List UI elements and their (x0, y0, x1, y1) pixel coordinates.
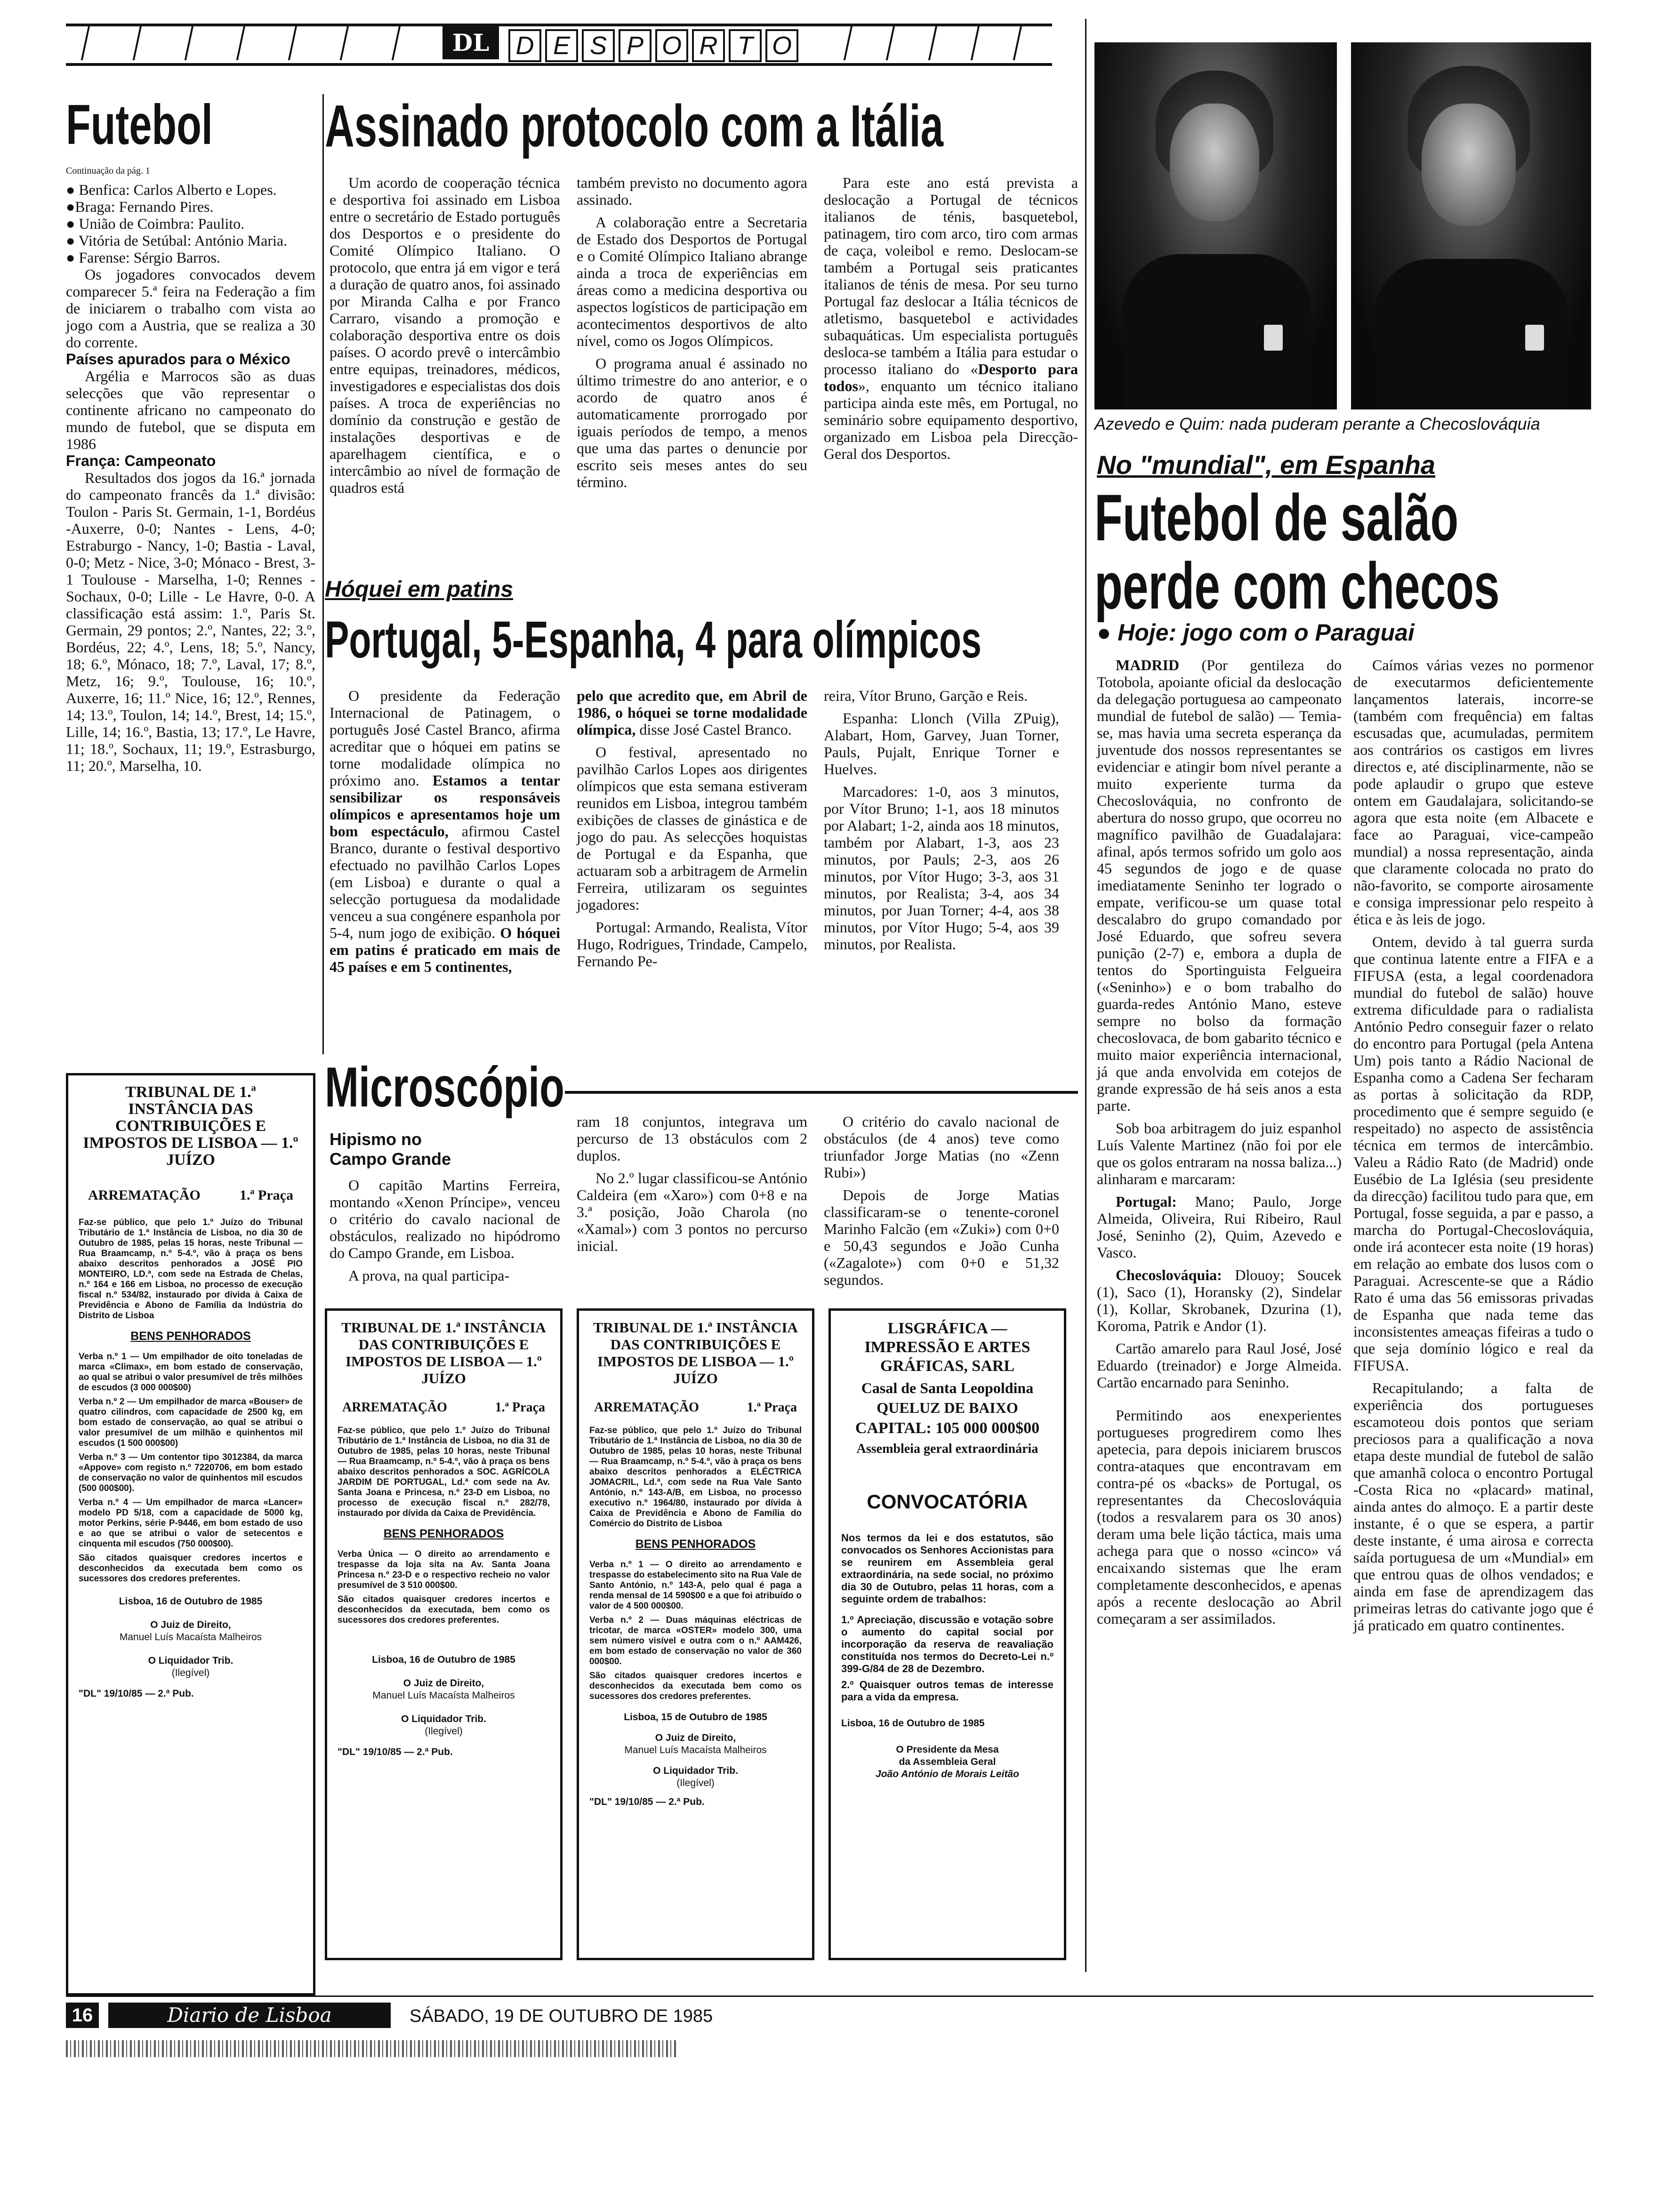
futebol-title: Futebol (66, 93, 213, 156)
hoquei-para (577, 687, 807, 738)
hoquei-para: Portugal: Armando, Realista, Vítor Hugo, Rodrigues, Trindade, Campelo, Fernando Pe- (577, 919, 807, 970)
italia-title: Assinado protocolo com a Itália (325, 93, 943, 159)
notice-president: O Presidente da Mesa (896, 1744, 999, 1755)
salao-text: Dlouoy; Soucek (1), Saco (1), Horansky (2), Sindelar (1), Kollar, Skrobanek, Dzurina (1), Koroma, Patrik e Andor (1). (1097, 1266, 1342, 1334)
notice-company: LISGRÁFICA — IMPRESSÃO E ARTES GRÁFICAS, SARL (864, 1320, 1030, 1375)
salao-para: Caímos várias vezes no pormenor de executarmos deficientemente lançamentos laterais, incorre-se (também com frequência) em faltas escusadas que, acumuladas, permitem aos contrários os castigos em livres directos e, até disciplinarmente, não se pode aplaudir o grupo que esteve ontem em Gaudalajara, solicitando-se agora que esta noite (em Albacete e face ao Paraguai, vice-campeão mundial) a nossa representação, ainda que claramente colocada no prato do não-favorito, se comporte airosamente e consiga impressionar pelo respeito à ética e às leis de jogo. (1353, 657, 1593, 928)
futebol-bullet: ● Vitória de Setúbal: António Maria. (66, 232, 288, 249)
notice-title: TRIBUNAL DE 1.ª INSTÂNCIA DAS CONTRIBUIÇÕES E IMPOSTOS DE LISBOA — 1.º JUÍZO (83, 1083, 298, 1169)
microscopio-para: Depois de Jorge Matias classificaram-se o tenente-coronel Marinho Falcão (em «Zuki») com 0+0 e 50,43 segundos e João Cunha («Zagalote») com 0+0 e 51,32 segundos. (824, 1186, 1059, 1288)
section-letter: O (655, 29, 688, 62)
microscopio-title: Microscópio (325, 1056, 564, 1119)
salao-title-line1: Futebol de salão (1094, 481, 1459, 554)
futebol-bullet: ● Farense: Sérgio Barros. (66, 249, 221, 266)
salao-para: Sob boa arbitragem do juiz espanhol Luís Valente Martinez (não foi por ele que os golos entraram na nossa baliza...) alinharam e marcaram: (1097, 1120, 1342, 1187)
microscopio-col2 (577, 1113, 807, 1260)
notice-arrematacao: ARREMATAÇÃO (88, 1187, 201, 1203)
notice-convocatoria: CONVOCATÓRIA (867, 1491, 1028, 1513)
notice-item: São citados quaisquer credores incertos e desconhecidos da executada bem como os sucessores dos credores preferentes. (589, 1671, 802, 1701)
notice-praca: 1.ª Praça (240, 1187, 293, 1203)
italia-col2 (577, 174, 807, 496)
hoquei-text: O presidente da Federação Internacional de Patinagem, o português José Castel Branco, afirma acreditar que o hóquei em patins se torne modalidade olímpica no próximo ano. (330, 687, 560, 789)
salao-text: (Por gentileza do Totobola, apoiante oficial da deslocação da delegação portuguesa ao campeonato mundial de futebol de salão) — Temia-se, mas havia uma secreta esperança da juventude dos nossos representantes se evidenciar e atingir bom nível perante a muito experiente turma da Checoslováquia, no confronto de abertura do nosso grupo, que ocorreu no magnífico pavilhão de Guadalajara: afinal, após termos sofrido um golo aos 45 segundos de jogo e de quase imediatamente Seninho ter logrado o empate, verificou-se um quase total descalabro do grupo comandado por José Eduardo, que sofreu severa punição (2-7) e, embora a dupla de tentos do Sportinguista Felgueira («Seninho») e o bom trabalho do guarda-redes António Mano, esteve sempre no bolso da formação checoslovaca, de bom gabarito técnico e muito maior experiência internacional, já que anda envolvida em cotejos de grande expressão de há seis anos a esta parte. (1097, 657, 1342, 1114)
microscopio-para: A prova, na qual participa- (348, 1267, 510, 1284)
notice-ref: "DL" 19/10/85 — 2.ª Pub. (589, 1796, 705, 1807)
notice-signature (338, 1654, 550, 1758)
futebol-para: Argélia e Marrocos são as duas selecções que vão representar o continente africano no campeonato do mundo de futebol, que se disputa em 1986 (66, 368, 315, 452)
section-letter: O (765, 29, 798, 62)
salao-col1 (1097, 657, 1342, 1633)
salao-label: Checoslováquia: (1116, 1266, 1222, 1283)
futebol-subhead: Países apurados para o México (66, 351, 290, 368)
notice-item: Verba n.º 2 — Duas máquinas eléctricas de tricotar, de marca «OSTER» modelo 300, uma sem número visível e outra com o n.º AAM426, em bom estado de conservação no valor de 360 000$00. (589, 1615, 802, 1667)
salao-dateline: MADRID (1116, 657, 1180, 673)
notice-body (338, 1426, 550, 1519)
notice-liquidador: O Liquidador Trib. (401, 1714, 486, 1724)
notice-judge-name: Manuel Luís Macaísta Malheiros (119, 1632, 262, 1643)
microscopio-para: No 2.º lugar classificou-se António Caldeira (em «Xaro») com 0+8 e na 3.ª posição, João Charola (no «Xamal») com 3 pontos no percurso inicial. (577, 1170, 807, 1254)
hoquei-para: reira, Vítor Bruno, Garção e Reis. (824, 687, 1028, 704)
futebol-body (66, 181, 315, 774)
section-letter: S (582, 29, 615, 62)
hoquei-para: O festival, apresentado no pavilhão Carlos Lopes aos dirigentes olímpicos que esta semana estiveram reunidos em Lisboa, integrou também exibições de classes de ginástica e de jogo do pau. As selecções hoquistas de Portugal e da Espanha, que actuaram sob a arbitragem de Armelin Ferreira, utilizaram os seguintes jogadores: (577, 744, 807, 913)
hoquei-bold-text: pelo que acredito que, em Abril de 1986, o hóquei se torne modalidade olímpica, (577, 687, 807, 738)
notice-item: Verba n.º 1 — Um empilhador de oito toneladas de marca «Climax», em bom estado de conservação, ao qual se atribui o valor presumível de três milhões de escudos (3 000 000$00) (79, 1352, 303, 1393)
player-photo-azevedo (1094, 42, 1337, 409)
italia-bold-text: Desporto para todos (824, 361, 1078, 394)
salao-para: Ontem, devido à tal guerra surda que continua latente entre a FIFA e a FIFUSA (esta, a legal coordenadora mundial do futebol de salão) houve extrema dificuldade para o radialista António Pedro conseguir fazer o relato do encontro para Portugal (pela Antena Um) pois tanto a Rádio Nacional de Espanha como a Cadena Ser fecharam as portas à solicitação da RDP, procedimento que é sempre seguido (e respeitado) no aspecto de assistência técnica em termos de intercâmbio. Valeu a Rádio Rato (de Madrid) onde Eusébio de La Iglésia (seu presidente da direcção) facilitou tudo para que, em Portugal, fosse seguida, a par e passo, a marcha do Portugal-Checoslováquia, onde irá acontecer esta noite (19 horas) em relação ao embate dos lusos com o Paraguai. Acrescente-se que a Rádio Rato é uma das 56 emissoras privadas de Espanha que nada teme das inconsistentes ameaças fifeiras a tudo o que seja domínio lógico e real da FIFUSA. (1353, 933, 1593, 1374)
italia-text: Para este ano está prevista a deslocação a Portugal de técnicos italianos de ténis, basquetebol, patinagem, tiro com arco, tiro com armas de caça, voleibol e remo. Deslocam-se também a Portugal seis praticantes italianos de ténis de mesa. Por seu turno Portugal faz deslocar a Itália técnicos de atletismo, basquetebol e actividades subaquáticas. Um especialista português desloca-se também a Itália para estudar o processo italiano do « (824, 174, 1078, 377)
notice-body (589, 1426, 802, 1529)
salao-kicker: No "mundial", em Espanha (1097, 450, 1436, 480)
salao-col2 (1353, 657, 1593, 1639)
newspaper-name: Diario de Lisboa (108, 2003, 391, 2028)
notice-illegible: (Ilegível) (171, 1667, 210, 1678)
hoquei-col2 (577, 687, 807, 975)
section-letter: T (729, 29, 762, 62)
notice-judge-title: O Juiz de Direito, (403, 1678, 484, 1689)
microscopio-col3 (824, 1113, 1059, 1294)
notice-date: Lisboa, 16 de Outubro de 1985 (841, 1718, 985, 1729)
dl-logo: DL (442, 26, 499, 59)
futebol-para: Resultados dos jogos da 16.ª jornada do campeonato francês da 1.ª divisão: Toulon - Paris St. Germain, 1-1, Bordéus -Auxerre, 0-0; Nantes - Lens, 4-0; Estraburgo - Nancy, 1-0; Bastia - Laval, 0-0; Metz - Nice, 3-0; Mónaco - Brest, 3-1 Toulouse - Marselha, 1-0; Rennes -Sochaux, 0-0; Lille - Le Havre, 0-0. A classificação está assim: 1.º, Paris St. Germain, 29 pontos; 2.º, Nantes, 22; 3.º, Bordéus, 22; 4.º, Lens, 18; 5.º, Nancy, 18; 6.º, Mónaco, 18; 7.º, Laval, 17; 8.º, Metz, 16; 9.º, Toulouse, 16; 10.º, Auxerre, 16; 11.º Nice, 16; 12.º, Rennes, 14; 13.º, Toulon, 14; 14.º, Brest, 14; 15.º, Lille, 14; 16.º, Bastia, 13; 17.º, Le Havre, 11; 18.º, Sochaux, 11; 19.º, Estrasburgo, 11; 20.º, Marselha, 10. (66, 469, 315, 774)
notice-president-name: João António de Morais Leitão (876, 1769, 1019, 1779)
microscopio-subtitle (330, 1130, 451, 1169)
notice-body (79, 1218, 303, 1321)
notice-date: Lisboa, 16 de Outubro de 1985 (119, 1596, 263, 1607)
salao-para (1097, 1266, 1342, 1334)
italia-col1 (330, 174, 560, 502)
notice-arrematacao: ARREMATAÇÃO (342, 1400, 447, 1415)
hoquei-text: afirmou Castel Branco, durante o festival desportivo efectuado no pavilhão Carlos Lopes (em Lisboa) e durante o qual a selecção portuguesa da modalidade venceu a sua congénere espanhola por 5-4, num jogo de exibição. (330, 823, 560, 941)
notice-judge-title: O Juiz de Direito, (150, 1619, 231, 1630)
page-number: 16 (66, 2003, 99, 2028)
notice-body (841, 1532, 1054, 1703)
hoquei-bold-text: O hóquei em patins é praticado em mais de 45 países e em 5 continentes, (330, 924, 560, 975)
futebol-subhead: França: Campeonato (66, 452, 216, 469)
salao-text: Mano; Paulo, Jorge Almeida, Oliveira, Rui Ribeiro, Raul José, Seninho (2), Quim, Azevedo e Vasco. (1097, 1193, 1342, 1261)
italia-para: A colaboração entre a Secretaria de Estado dos Desportos de Portugal e o Comité Olímpico Italiano abrange ainda a troca de experiências em áreas como a medicina desportiva ou aspectos logísticos de participação em acontecimentos desportivos de alto nível, como os Jogos Olímpicos. (577, 214, 807, 349)
notice-item: Verba n.º 1 — O direito ao arrendamento e trespasse do estabelecimento sito na Rua Vale de Santo António, n.º 143-A, pelo qual é paga a renda mensal de 14 590$00 e a que foi atribuído o valor de 4 500 000$00. (589, 1560, 802, 1611)
notice-items (338, 1549, 550, 1626)
section-letter: P (619, 29, 652, 62)
notice-judge-title: O Juiz de Direito, (655, 1732, 736, 1743)
notice-item: São citados quaisquer credores incertos e desconhecidos da executada bem como os sucessores dos credores preferentes. (79, 1553, 303, 1584)
notice-liquidador: O Liquidador Trib. (653, 1765, 738, 1776)
notice-president: da Assembleia Geral (899, 1756, 996, 1767)
legal-notice-tribunal-2 (325, 1308, 563, 1960)
notice-bens-heading: BENS PENHORADOS (635, 1538, 756, 1551)
notice-judge-name: Manuel Luís Macaísta Malheiros (624, 1745, 767, 1755)
hoquei-para: Marcadores: 1-0, aos 3 minutos, por Vítor Bruno; 1-1, aos 18 minutos por Alabart; 1-2, ainda aos 18 minutos, também por Alabart, 1-3, aos 23 minutos, por Pauls; 2-3, aos 26 minutos, por Vítor Hugo; 3-3, aos 31 minutos, por Realista; 3-4, aos 34 minutos, por Juan Torner; 4-4, aos 38 minutos, por Vítor Hugo; 5-4, aos 39 minutos, por Realista. (824, 783, 1059, 953)
salao-title-line2: perde com checos (1094, 549, 1500, 623)
notice-signature (841, 1717, 1054, 1780)
notice-ref: "DL" 19/10/85 — 2.ª Pub. (338, 1747, 453, 1757)
notice-ref: "DL" 19/10/85 — 2.ª Pub. (79, 1688, 194, 1699)
microscopio-para: O critério do cavalo nacional de obstáculos (de 4 anos) teve como triunfador Jorge Matias (no «Zenn Rubi») (824, 1113, 1059, 1181)
hoquei-title: Portugal, 5-Espanha, 4 para olímpicos (325, 611, 981, 669)
notice-items (79, 1352, 303, 1584)
section-letter: R (692, 29, 725, 62)
header-slashes-right (819, 24, 1052, 66)
notice-praca: 1.ª Praça (747, 1400, 797, 1415)
notice-item: 1.º Apreciação, discussão e votação sobre o aumento do capital social por incorporação da reserva de reavaliação constituída nos termos do Decreto-Lei n.º 399-G/84 de 28 de Dezembro. (841, 1614, 1054, 1675)
notice-bens-heading: BENS PENHORADOS (383, 1527, 504, 1540)
microscopio-para: O capitão Martins Ferreira, montando «Xenon Príncipe», venceu o critério do cavalo nacional de obstáculos, realizado no hipódromo do Campo Grande, em Lisboa. (330, 1177, 560, 1261)
italia-para: O programa anual é assinado no último trimestre do ano anterior, e o acordo de quatro anos é automaticamente prorrogado por iguais períodos de tempo, a menos que uma das partes o denuncie por escrito seis meses antes do seu término. (577, 355, 807, 490)
notice-signature (589, 1711, 802, 1808)
italia-para (824, 174, 1078, 462)
notice-capital: CAPITAL: 105 000 000$00 (855, 1419, 1040, 1437)
notice-item: Verba n.º 3 — Um contentor tipo 3012384, da marca «Appove» com registo n.º 7220706, em bom estado de conservação no valor de quinhentos mil escudos (500 000$00). (79, 1452, 303, 1493)
notice-address: QUELUZ DE BAIXO (877, 1399, 1018, 1416)
notice-title: TRIBUNAL DE 1.ª INSTÂNCIA DAS CONTRIBUIÇÕES E IMPOSTOS DE LISBOA — 1.º JUÍZO (593, 1319, 798, 1387)
notice-title: TRIBUNAL DE 1.ª INSTÂNCIA DAS CONTRIBUIÇÕES E IMPOSTOS DE LISBOA — 1.º JUÍZO (341, 1319, 546, 1387)
italia-text: », enquanto um técnico italiano participa ainda este mês, em Portugal, no seminário sobre equipamento desportivo, organizado em Lisboa pela Direcção-Geral dos Desportos. (824, 377, 1078, 462)
notice-items (589, 1560, 802, 1702)
notice-assembly: Assembleia geral extraordinária (856, 1442, 1038, 1456)
notice-judge-name: Manuel Luís Macaísta Malheiros (372, 1690, 515, 1701)
column-rule (322, 94, 324, 1054)
salao-para: Recapitulando; a falta de experiência dos portugueses escamoteou dois pontos que seriam preciosos para a qualificação a nova etapa deste mundial de futebol de salão que amanhã coloca o encontro Portugal -Costa Rica no «placard» matinal, ainda antes do almoço. E a partir deste instante, é o que se espera, a partir deste instante, é uma airosa e correcta saída portuguesa de um «Mundial» em que entrou quas de olhos vendados; e ainda em fase de aprendizagem das primeiras letras do cativante jogo que é já praticado em quatro continentes. (1353, 1379, 1593, 1634)
salao-para (1097, 657, 1342, 1114)
notice-arrematacao: ARREMATAÇÃO (594, 1400, 699, 1415)
header-slashes-left (66, 24, 442, 66)
notice-item: Verba n.º 4 — Um empilhador de marca «Lancer» modelo PD 5/18, com a capacidade de 5000 kg, motor Perkins, série P-9446, em bom estado de uso e ao que se atribui o valor de setecentos e cinquenta mil escudos (750 000$00). (79, 1498, 303, 1549)
microscopio-para: ram 18 conjuntos, integrava um percurso de 13 obstáculos com 2 duplos. (577, 1113, 807, 1164)
section-title-desporto (508, 26, 819, 59)
italia-col3 (824, 174, 1078, 468)
player-photo-quim (1351, 42, 1591, 409)
notice-para: Faz-se público, que pelo 1.º Juízo do Tribunal Tributário de 1.ª Instância de Lisboa, no dia 30 de Outubro de 1985, pelas 10 horas, neste Tribunal — Rua Braamcamp, n.º 5-4.º, vão à praça os bens abaixo descritos penhorados a ELÉCTRICA JOMACRIL, Ld.ª, com sede na Rua Vale Santo António, n.º 143-A/B, em Lisboa, no processo executivo n.º 1964/80, instaurado por dívida à Caixa de Previdência e Abono de Família do Comércio do Distrito de Lisboa (589, 1426, 802, 1529)
microscopio-rule (565, 1091, 1078, 1094)
salao-para: Permitindo aos enexperientes portugueses progredirem como lhes apetecia, para depois iniciarem bruscos contra-ataques que encontravam em contra-pé os «backs» de Portugal, os representantes da Checoslováquia (todos a resvalarem para os 30 anos) deram uma bele lição táctica, mais uma achega para que o nosso «cinco» vá encaixando sistemas que lhe eram completamente desconhecidos, e apenas após a recente deslocação ao Abril começaram a ser assimilados. (1097, 1407, 1342, 1627)
notice-liquidador: O Liquidador Trib. (148, 1655, 233, 1666)
microscopio-subtitle-line: Campo Grande (330, 1149, 451, 1169)
notice-illegible: (Ilegível) (676, 1778, 715, 1788)
italia-para: também previsto no documento agora assinado. (577, 174, 807, 208)
hoquei-col1 (330, 687, 560, 981)
salao-label: Portugal: (1116, 1193, 1177, 1210)
microscopio-subtitle-line: Hipismo no (330, 1130, 422, 1149)
futebol-continuation: Continuação da pág. 1 (66, 166, 150, 176)
notice-item: 2.º Quaisquer outros temas de interesse para a vida da empresa. (841, 1679, 1054, 1703)
notice-address: Casal de Santa Leopoldina (861, 1379, 1034, 1396)
salao-para (1097, 1193, 1342, 1261)
notice-date: Lisboa, 16 de Outubro de 1985 (372, 1654, 515, 1665)
futebol-bullet: ● Benfica: Carlos Alberto e Lopes. (66, 181, 277, 198)
hoquei-para (330, 687, 560, 975)
hoquei-text: disse José Castel Branco. (635, 721, 792, 738)
photo-caption: Azevedo e Quim: nada puderam perante a Checoslováquia (1094, 414, 1540, 433)
footer-barcode-strip (66, 2040, 678, 2057)
notice-praca: 1.ª Praça (495, 1400, 545, 1415)
section-letter: D (508, 29, 541, 62)
hoquei-bold-text: Estamos a tentar sensibilizar os responsáveis olímpicos e apresentamos hoje um bom espectáculo, (330, 772, 560, 840)
microscopio-col1 (330, 1177, 560, 1290)
notice-para: Nos termos da lei e dos estatutos, são convocados os Senhores Accionistas para se reunirem em Assembleia geral extraordinária, na sede social, no próximo dia 30 de Outubro, pelas 11 horas, com a seguinte ordem de trabalhos: (841, 1532, 1054, 1605)
notice-para: Faz-se público, que pelo 1.º Juízo do Tribunal Tributário de 1.ª Instância de Lisboa, no dia 31 de Outubro de 1985, pelas 10 horas, neste Tribunal — Rua Braamcamp, n.º 5-4.º, vão à praça os bens abaixo descritos penhorados a SOC. AGRÍCOLA JARDIM DE PORTUGAL, Ld.ª com sede na Av. Santa Joana e Princesa, n.º 23-D em Lisboa, no processo de execução fiscal n.º 282/78, instaurado por dívida da Caixa de Previdência. (338, 1426, 550, 1518)
legal-notice-lisgrafica (828, 1308, 1066, 1960)
italia-para: Um acordo de cooperação técnica e desportiva foi assinado em Lisboa entre o secretário de Estado português dos Desportos e o presidente do Comité Olímpico Italiano. O protocolo, que entra já em vigor e terá a duração de quatro anos, foi assinado por Miranda Calha e por Franco Carraro, visando a promoção e colaboração desportiva entre os dois países. O acordo prevê o intercâmbio entre equipas, treinadores, médicos, investigadores e especialistas dos dois países. A troca de experiências no domínio da construção e gestão de instalações desportivas e de aparelhagem científica, e o intercâmbio ao nível de formação de quadros está (330, 174, 560, 496)
hoquei-kicker: Hóquei em patins (325, 577, 514, 602)
footer-rule (66, 1996, 1593, 1997)
issue-date: SÁBADO, 19 DE OUTUBRO DE 1985 (410, 2006, 713, 2026)
hoquei-para: Espanha: Llonch (Villa ZPuig), Alabart, Hom, Garvey, Juan Torner, Pauls, Pujalt, Enrique Torner e Huelves. (824, 710, 1059, 777)
notice-illegible: (Ilegível) (425, 1726, 463, 1737)
notice-item: Verba n.º 2 — Um empilhador de marca «Bouser» de quatro cilindros, com capacidade de 2500 kg, em bom estado de conservação, ao qual se atribui o valor presumível de um milhão e quinhentos mil escudos (1 500 000$00) (79, 1397, 303, 1448)
legal-notice-tribunal-1 (66, 1073, 315, 1996)
notice-date: Lisboa, 15 de Outubro de 1985 (624, 1712, 767, 1723)
section-letter: E (545, 29, 578, 62)
futebol-para: Os jogadores convocados devem comparecer 5.ª feira na Federação a fim de iniciarem o trabalho com vista ao jogo com a Austria, que se realiza a 30 do corrente. (66, 266, 315, 351)
notice-signature (79, 1595, 303, 1700)
futebol-bullet: ●Braga: Fernando Pires. (66, 198, 214, 215)
hoquei-col3 (824, 687, 1059, 958)
notice-bens-heading: BENS PENHORADOS (130, 1330, 251, 1343)
notice-para: Faz-se público, que pelo 1.º Juízo do Tribunal Tributário de 1.ª Instância de Lisboa, no dia 30 de Outubro de 1985, pelas 15 horas, neste Tribunal — Rua Braamcamp, n.º 5-4.º, vão à praça os bens abaixo descritos penhorados a JOSÉ PIO MONTEIRO, LD.ª, com sede na Estrada de Chelas, n.º 164 e 166 em Lisboa, no processo de execução fiscal n.º 534/82, instaurado por dívida à Caixa de Previdência e Abono de Família da Indústria do Distrito de Lisboa (79, 1218, 303, 1321)
legal-notice-tribunal-3 (577, 1308, 814, 1960)
column-rule (1085, 19, 1086, 1972)
notice-item: Verba Única — O direito ao arrendamento e trespasse da loja sita na Av. Santa Joana Princesa n.º 23-D e o respectivo recheio no valor presumível de 3 510 000$00. (338, 1549, 550, 1590)
salao-para: Cartão amarelo para Raul José, José Eduardo (treinador) e Jorge Almeida. Cartão encarnado para Seninho. (1097, 1340, 1342, 1391)
notice-item: São citados quaisquer credores incertos e desconhecidos da executada, bem como os sucessores dos credores preferentes. (338, 1595, 550, 1625)
futebol-bullet: ● União de Coimbra: Paulito. (66, 215, 245, 232)
salao-subhead: ● Hoje: jogo com o Paraguai (1097, 619, 1415, 646)
